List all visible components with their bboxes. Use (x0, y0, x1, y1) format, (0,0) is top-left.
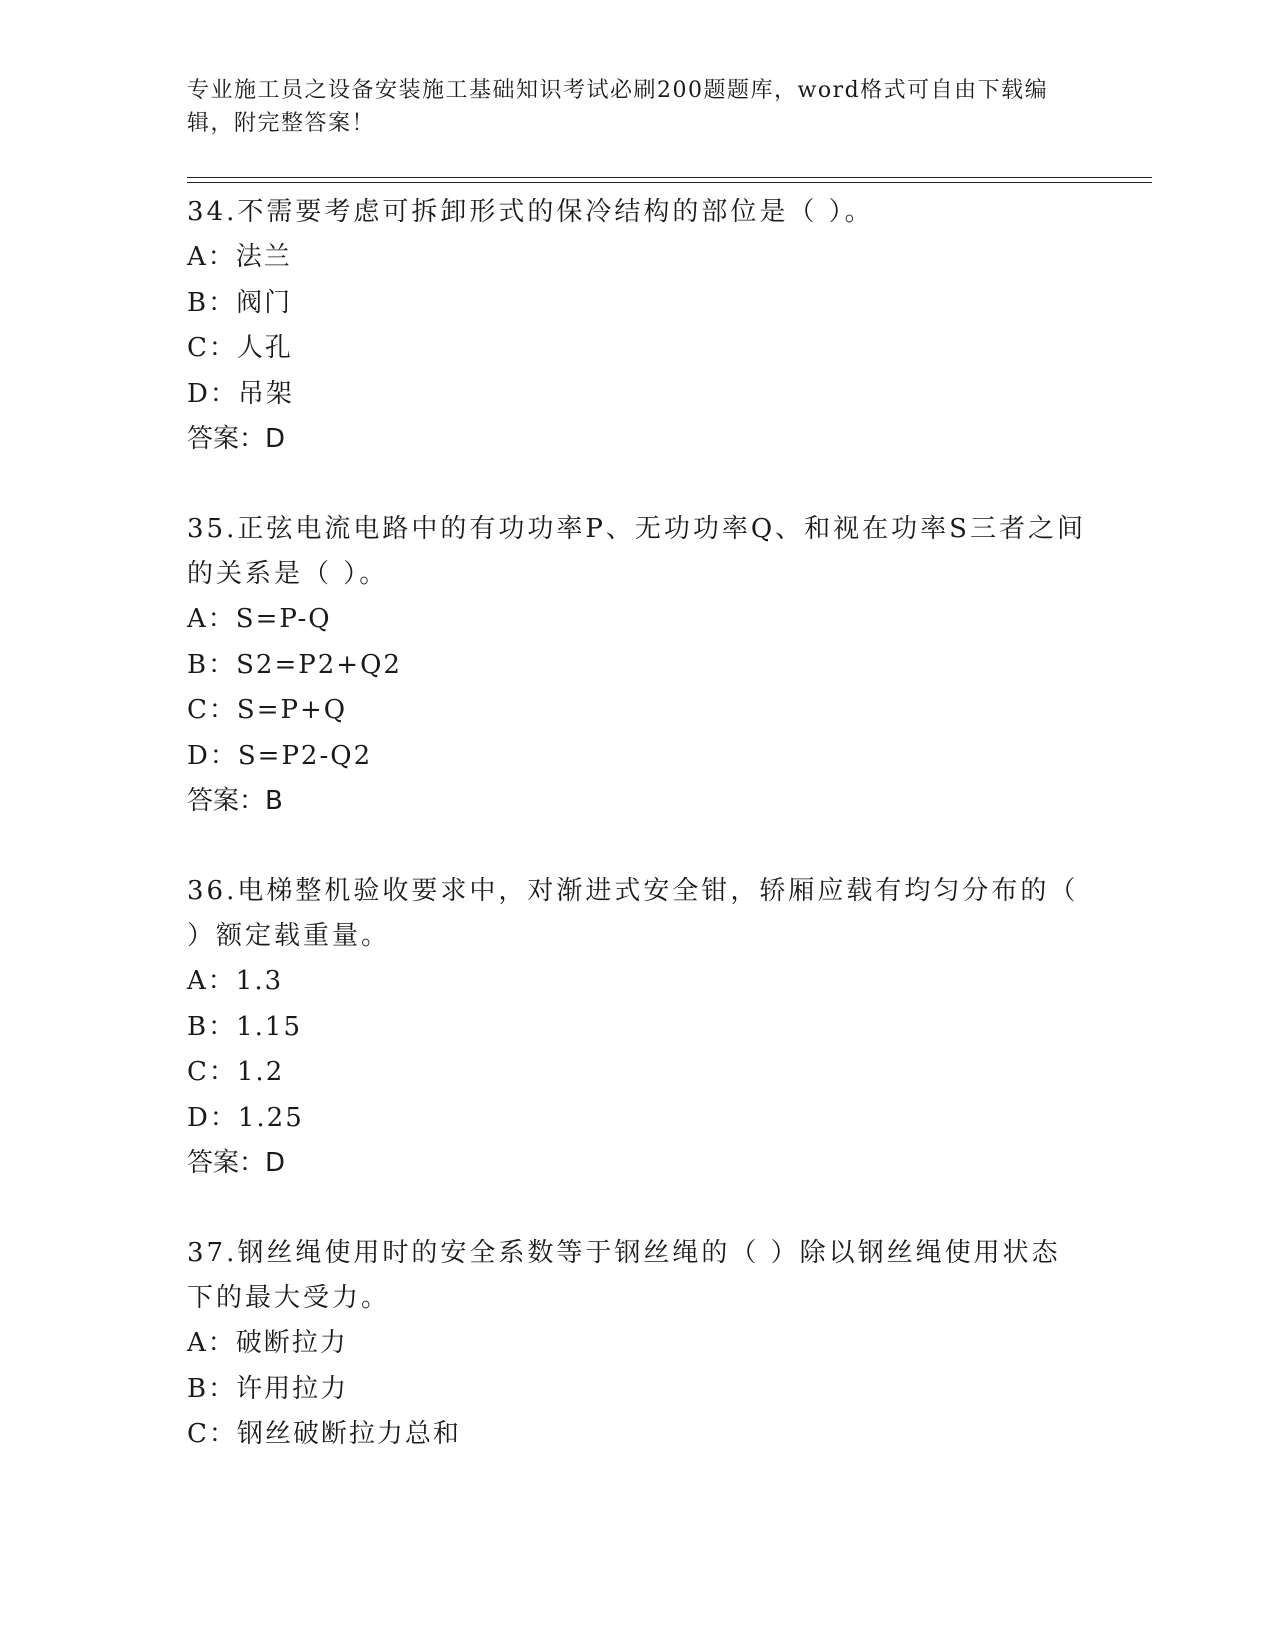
option-b: B：阀门 (187, 287, 293, 318)
question-34 (187, 190, 1087, 462)
question-stem: 37.钢丝绳使用时的安全系数等于钢丝绳的（ ）除以钢丝绳使用状态下的最大受力。 (187, 1238, 1061, 1313)
answer: 答案：D (187, 1148, 286, 1178)
option-b: B：S2=P2+Q2 (187, 649, 402, 680)
header-divider-bottom (187, 182, 1152, 183)
question-stem: 36.电梯整机验收要求中，对渐进式安全钳，轿厢应载有均匀分布的（ ）额定载重量。 (187, 876, 1079, 951)
document-header-title: 专业施工员之设备安装施工基础知识考试必刷200题题库，word格式可自由下载编辑，附完整答案！ (187, 78, 1049, 136)
option-c: C：钢丝破断拉力总和 (187, 1419, 461, 1449)
option-b: B：1.15 (187, 1011, 302, 1042)
question-35 (187, 507, 1087, 824)
answer: 答案：D (187, 424, 286, 454)
question-stem: 34.不需要考虑可拆卸形式的保冷结构的部位是（ ）。 (187, 197, 874, 227)
option-d: D：S=P2-Q2 (187, 740, 373, 771)
option-c: C：人孔 (187, 333, 293, 363)
question-36 (187, 869, 1087, 1186)
option-a: A：破断拉力 (187, 1328, 348, 1358)
option-a: A：法兰 (187, 242, 292, 272)
option-b: B：许用拉力 (187, 1373, 349, 1404)
option-d: D：1.25 (187, 1102, 304, 1133)
question-stem: 35.正弦电流电路中的有功功率P、无功功率Q、和视在功率S三者之间的关系是（ ）。 (187, 514, 1086, 589)
option-c: C：1.2 (187, 1057, 285, 1087)
option-c: C：S=P+Q (187, 695, 348, 725)
option-d: D：吊架 (187, 378, 294, 409)
question-list (187, 190, 1087, 1503)
answer: 答案：B (187, 786, 283, 816)
option-a: A：S=P-Q (187, 604, 332, 634)
question-37 (187, 1231, 1087, 1458)
option-a: A：1.3 (187, 966, 284, 996)
header-divider-top (187, 177, 1152, 178)
